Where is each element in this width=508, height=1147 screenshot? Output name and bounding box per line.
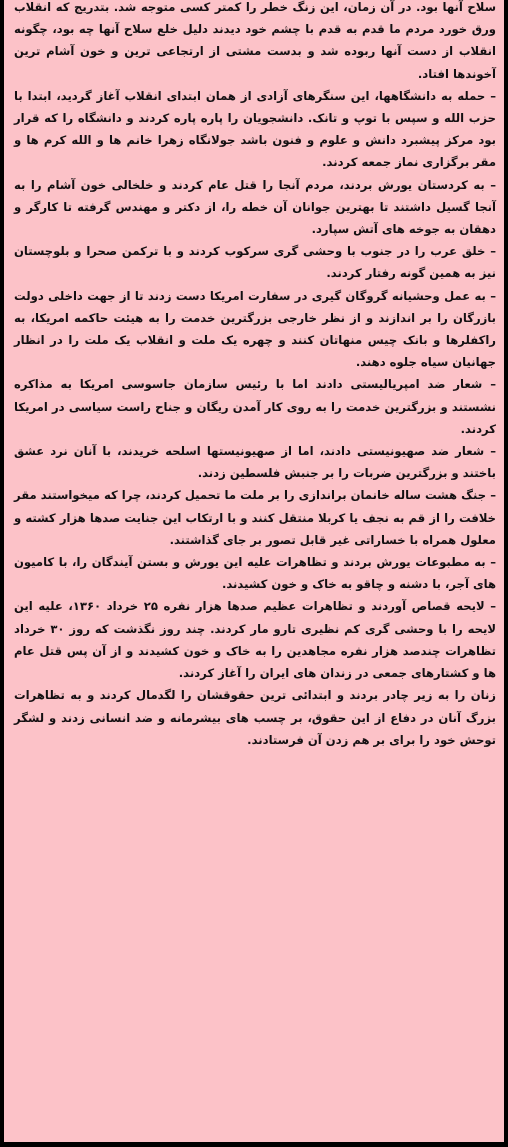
paragraph-press: – به مطبوعات یورش بردند و تظاهرات علیه این یورش و بستن آیندگان را، با کامیون های آجر، با دشنه و چاقو به خاک و خون کشیدند. <box>14 555 496 592</box>
document-text <box>4 0 504 751</box>
paragraph-women: زنان را به زیر چادر بردند و ابتدائی ترین حقوقشان را لگدمال کردند و به تظاهرات بزرگ آنان در دفاع از این حقوق، بر چسب های بیشرمانه و ضد انسانی زدند و لشگر توحش خود را برای بر هم زدن آن فرستادند. <box>14 688 496 747</box>
paragraph-arab-people: – خلق عرب را در جنوب با وحشی گری سرکوب کردند و با ترکمن صحرا و بلوچستان نیز به همین گونه رفتار کردند. <box>14 244 496 281</box>
paragraph-qisas-bill: – لایحه قصاص آوردند و تظاهرات عظیم صدها هزار نفره ۲۵ خرداد ۱۳۶۰، علیه این لایحه را با وحشی گری کم نظیری تارو مار کردند. چند روز نگذشت که روز ۳۰ خرداد تظاهرات چندصد هزار نفره مجاهدین را به خاک و خون کشیدند و از آن پس قتل عام ها و کشتارهای جمعی در زندان های ایران را آغاز کردند. <box>14 599 497 681</box>
document-page <box>4 0 504 1142</box>
paragraph-hostage-taking: – به عمل وحشیانه گروگان گیری در سفارت امریکا دست زدند تا از جهت داخلی دولت بازرگان را بر اندازند و از نظر خارجی بزرگترین خدمت را به هیئت حاکمه امریکا، به راکفلرها و بانک چیس منهاتان کنند و چهره یک ملت و انقلاب یک ملت را در انظار جهانیان سیاه جلوه دهند. <box>14 288 496 370</box>
paragraph-anti-zionist: – شعار ضد صهیونیستی دادند، اما از صهیونیستها اسلحه خریدند، با آنان نرد عشق باختند و بزرگترین ضربات را بر جنبش فلسطین زدند. <box>14 444 496 481</box>
paragraph-disarmament: سلاح آنها بود. در آن زمان، این زنگ خطر را کمتر کسی متوجه شد. بتدریج که انقلاب ورق خورد مردم ما قدم به قدم با چشم خود دیدند دلیل خلع سلاح آنها چه بود، چگونه انقلاب از دست آنها ربوده شد و بدست مشتی از ارتجاعی ترین و خون آشام ترین آخوندها افتاد. <box>14 0 496 81</box>
paragraph-war: – جنگ هشت ساله خانمان براندازی را بر ملت ما تحمیل کردند، چرا که میخواستند مقر خلافت را از قم به نجف یا کربلا منتقل کنند و با ارتکاب این جنایت صدها هزار کشته و معلول همراه با خساراتی غیر قابل تصور بر جای گذاشتند. <box>14 488 496 547</box>
paragraph-universities: – حمله به دانشگاهها، این سنگرهای آزادی از همان ابتدای انقلاب آغاز گردید، ابتدا با حزب الله و سپس با توپ و تانک. دانشجویان را پاره پاره کردند و دانشگاه را که قرار بود مرکز پیشبرد دانش و علوم و فنون باشد جولانگاه زهرا خانم ها و الله کرم ها و مقر برگزاری نماز جمعه کردند. <box>14 88 496 170</box>
paragraph-kurdistan: – به کردستان یورش بردند، مردم آنجا را قتل عام کردند و خلخالی خون آشام را به آنجا گسیل داشتند تا بهترین جوانان آن خطه را، از دکتر و مهندس گرفته تا کارگر و دهقان به جوخه های آتش سپارد. <box>14 177 496 237</box>
paragraph-anti-imperialist: – شعار ضد امپریالیستی دادند اما با رئیس سازمان جاسوسی امریکا به مذاکره نشستند و بزرگترین خدمت را به روی کار آمدن ریگان و جناح راست سیاسی در امریکا کردند. <box>14 377 496 436</box>
